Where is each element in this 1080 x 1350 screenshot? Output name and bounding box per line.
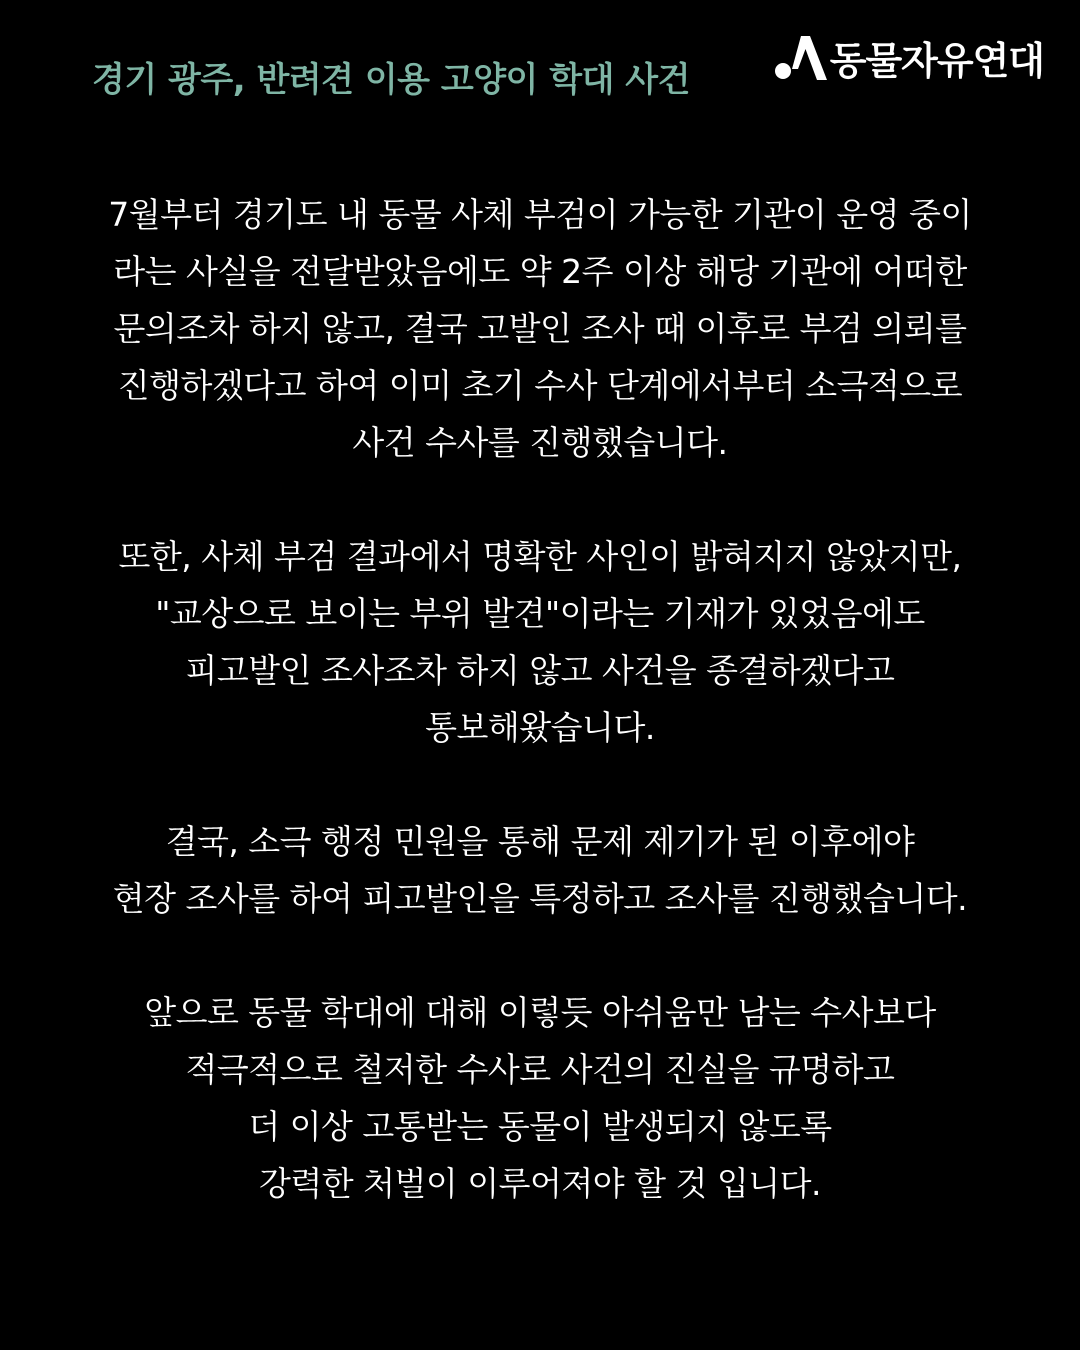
text-line: 사건 수사를 진행했습니다. bbox=[352, 423, 728, 462]
text-line: 7월부터 경기도 내 동물 사체 부검이 가능한 기관이 운영 중이 bbox=[108, 195, 972, 234]
page-title: 경기 광주, 반려견 이용 고양이 학대 사건 bbox=[92, 60, 690, 100]
text-line: 또한, 사체 부검 결과에서 명확한 사인이 밝혀지지 않았지만, bbox=[118, 537, 962, 576]
text-line: 현장 조사를 하여 피고발인을 특정하고 조사를 진행했습니다. bbox=[112, 879, 968, 918]
paragraph-2 bbox=[60, 528, 1020, 756]
text-line: 라는 사실을 전달받았음에도 약 2주 이상 해당 기관에 어떠한 bbox=[113, 252, 967, 291]
text-line: 진행하겠다고 하여 이미 초기 수사 단계에서부터 소극적으로 bbox=[117, 366, 963, 405]
text-line: 결국, 소극 행정 민원을 통해 문제 제기가 된 이후에야 bbox=[165, 822, 915, 861]
text-line: "교상으로 보이는 부위 발견"이라는 기재가 있었음에도 bbox=[155, 594, 925, 633]
text-line: 피고발인 조사조차 하지 않고 사건을 종결하겠다고 bbox=[185, 651, 895, 690]
text-line: 적극적으로 철저한 수사로 사건의 진실을 규명하고 bbox=[185, 1050, 895, 1089]
paragraph-4 bbox=[60, 984, 1020, 1212]
brand-logo bbox=[774, 32, 1044, 82]
text-line: 통보해왔습니다. bbox=[425, 708, 655, 747]
paragraph-3 bbox=[60, 813, 1020, 927]
text-line: 앞으로 동물 학대에 대해 이렇듯 아쉬움만 남는 수사보다 bbox=[144, 993, 936, 1032]
logo-text: 동물자유연대 bbox=[829, 38, 1044, 83]
logo-mark-icon bbox=[774, 32, 828, 82]
body-text bbox=[60, 186, 1020, 1269]
text-line: 강력한 처벌이 이루어져야 할 것 입니다. bbox=[259, 1164, 821, 1203]
text-line: 더 이상 고통받는 동물이 발생되지 않도록 bbox=[248, 1107, 832, 1146]
text-line: 문의조차 하지 않고, 결국 고발인 조사 때 이후로 부검 의뢰를 bbox=[113, 309, 967, 348]
paragraph-1 bbox=[60, 186, 1020, 471]
